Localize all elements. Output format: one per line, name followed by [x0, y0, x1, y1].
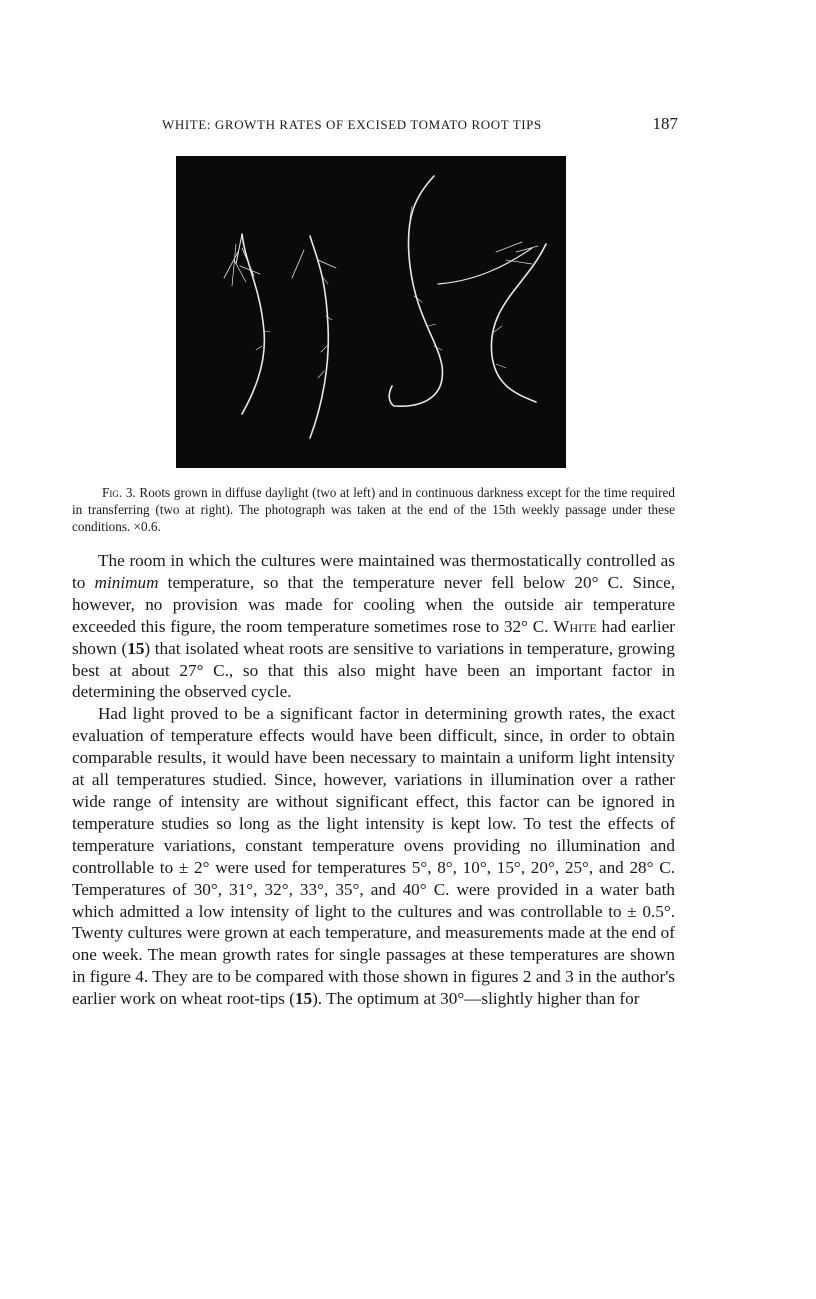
p2-text-b: ). The optimum at 30°—slightly higher than for: [312, 989, 640, 1009]
paragraph-1: [72, 550, 675, 703]
author-name: White: [553, 616, 597, 636]
root-4: [438, 242, 546, 402]
p1-text-d: ) that isolated wheat roots are sensitive to variations in temperature, growing best at about 27° C., so that this also might have been an important factor in determining the observed cycle.: [72, 638, 675, 702]
root-photograph: [176, 156, 566, 468]
body-text: [72, 550, 675, 1010]
citation-ref: 15: [294, 989, 313, 1009]
figure-label: Fig. 3.: [102, 485, 136, 500]
citation-ref: 15: [127, 638, 145, 658]
figure-caption-text: Roots grown in diffuse daylight (two at left) and in continuous darkness except for the time required in transferring (two at right). The photograph was taken at the end of the 15th weekly passage under these conditions. ×0.6.: [72, 485, 675, 534]
p1-text-c: had earlier shown (: [72, 616, 675, 658]
root-3: [389, 176, 442, 406]
p2-text-a: Had light proved to be a significant factor in determining growth rates, the exact evaluation of temperature effects would have been difficult, since, in order to obtain comparable results, it would have been necessary to maintain a uniform light intensity at all temperatures studied. Since, however, variations in illumination over a rather wide range of intensity are without significant effect, this factor can be ignored in temperature studies so long as the light intensity is kept low. To test the effects of temperature variations, constant temperature ovens providing no illumination and controllable to ± 2° were used for temperatures 5°, 8°, 10°, 15°, 20°, 25°, and 28° C. Temperatures of 30°, 31°, 32°, 33°, 35°, and 40° C. were provided in a water bath which admitted a low intensity of light to the cultures and was controllable to ± 0.5°. Twenty cultures were grown at each temperature, and measurements made at the end of one week. The mean growth rates for single passages at these temperatures are shown in figure 4. They are to be compared with those shown in figures 2 and 3 in the author's earlier work on wheat root-tips (: [72, 704, 675, 1009]
paragraph-2: [72, 703, 675, 1010]
root-2: [292, 236, 336, 438]
page-number: 187: [652, 114, 678, 133]
page-header: [72, 114, 678, 134]
p1-text-a: The room in which the cultures were maintained was thermostatically controlled as to: [72, 551, 675, 592]
root-1: [224, 234, 270, 414]
p1-emphasis: minimum: [94, 572, 159, 592]
roots-image: [176, 156, 566, 468]
running-head: WHITE: GROWTH RATES OF EXCISED TOMATO ROOT TIPS: [162, 117, 542, 132]
p1-text-b: temperature, so that the temperature never fell below 20° C. Since, however, no provision was made for cooling when the outside air temperature exceeded this figure, the room temperature sometimes rose to 32° C.: [72, 572, 675, 636]
figure-caption: [72, 484, 675, 535]
